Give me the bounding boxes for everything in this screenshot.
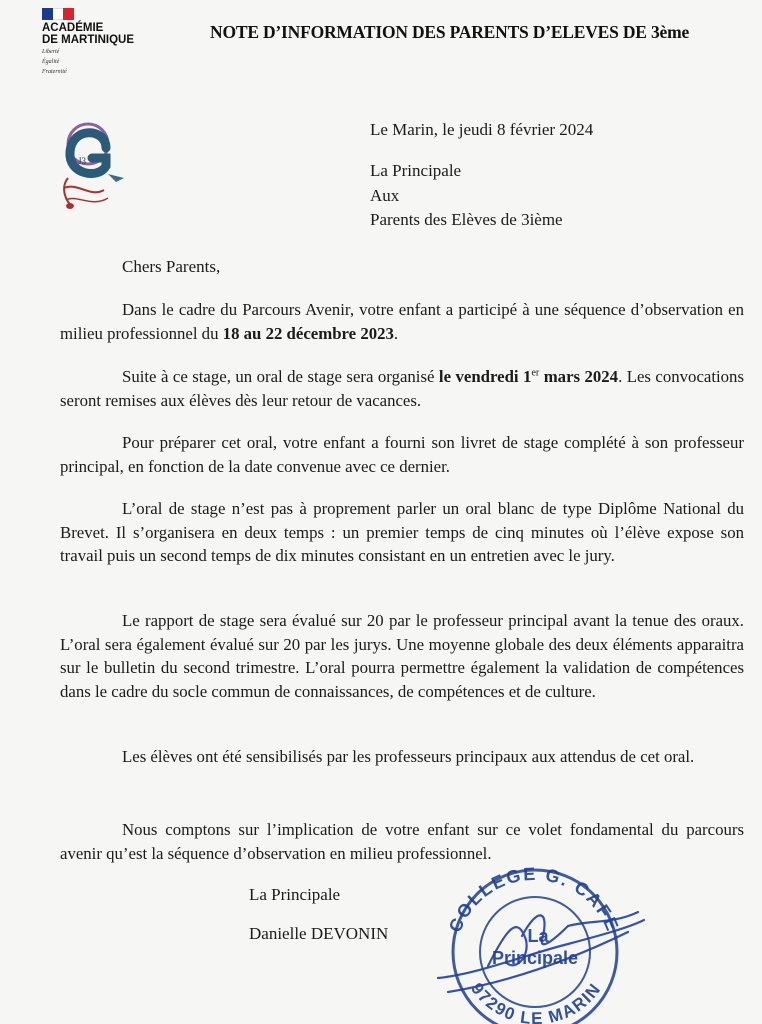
devise-line2: Égalité [42, 59, 60, 65]
paragraph-2 [60, 365, 744, 412]
stamp-center-line1: La [527, 926, 549, 946]
paragraph-1-end: . [393, 323, 399, 343]
paragraph-2-end: . Les convocations seront remises aux élèves dès leur retour de vacances. [60, 367, 744, 410]
stamp-center-line2: Principale [491, 948, 579, 968]
paragraph-2-text: Suite à ce stage, un oral de stage sera organisé [122, 367, 439, 386]
paragraph-6: Les élèves ont été sensibilisés par les professeurs principaux aux attendus de cet oral. [122, 747, 695, 766]
paragraph-5: Le rapport de stage sera évalué sur 20 par le professeur principal avant la tenue des oraux. L’oral sera également évalué sur 20 par les jurys. Une moyenne globale des deux éléments apparaitra sur le bulletin du second trimestre. L’oral pourra permettre également la validation de compétences dans le cadre du socle commun de connaissances, de compétences et de culture. [60, 611, 744, 701]
page-title: NOTE D’INFORMATION DES PARENTS D’ELEVES DE 3ème [210, 22, 690, 42]
devise-line3: Fraternité [42, 69, 67, 75]
stamp-bottom-arc: 97290 LE MARIN [467, 979, 605, 1024]
devise-line1: Liberté [42, 49, 60, 55]
greeting: Chers Parents, [122, 257, 221, 276]
paragraph-4: L’oral de stage n’est pas à proprement parler un oral blanc de type Diplôme National du Brevet. Il s’organisera en deux temps : un premier temps de cinq minutes où l’élève expose son travail puis un second temps de dix minutes consistant en un entretien avec le jury. [60, 499, 744, 565]
paragraph-7: Nous comptons sur l’implication de votre enfant sur ce volet fondamental du parcours avenir qu’est la séquence d’observation en milieu professionnel. [60, 820, 744, 863]
paragraph-2-date-a: le vendredi 1 [438, 367, 532, 386]
paragraph-2-date-b: mars 2024 [539, 367, 619, 386]
letter-date: Le Marin, le jeudi 8 février 2024 [370, 120, 594, 139]
svg-text:J3: J3 [78, 156, 87, 166]
signature-name: Danielle DEVONIN [249, 924, 389, 943]
academie-name-line2: DE MARTINIQUE [42, 34, 134, 46]
paragraph-1-text: Dans le cadre du Parcours Avenir, votre enfant a participé à une séquence d’observation en milieu professionnel du [60, 300, 744, 343]
sender: La Principale [370, 161, 462, 180]
college-logo-icon [58, 118, 134, 214]
stamp-top-arc: COLLEGE G. CAFE [444, 866, 624, 936]
recipient-prefix: Aux [370, 186, 400, 205]
academie-name-line1: ACADÉMIE [42, 22, 104, 34]
recipient: Parents des Elèves de 3ième [370, 210, 563, 229]
signature-title: La Principale [249, 885, 341, 904]
paragraph-3: Pour préparer cet oral, votre enfant a fourni son livret de stage complété à son professeur principal, en fonction de la date convenue avec ce dernier. [60, 433, 744, 476]
french-flag-icon [42, 8, 74, 20]
paragraph-1 [60, 298, 744, 345]
academie-logo [42, 8, 152, 76]
paragraph-2-sup: er [531, 367, 540, 379]
svg-text:COLLEGE G. CAFE [445, 866, 623, 935]
official-stamp [418, 866, 658, 1024]
paragraph-1-dates: 18 au 22 décembre 2023 [222, 323, 394, 343]
